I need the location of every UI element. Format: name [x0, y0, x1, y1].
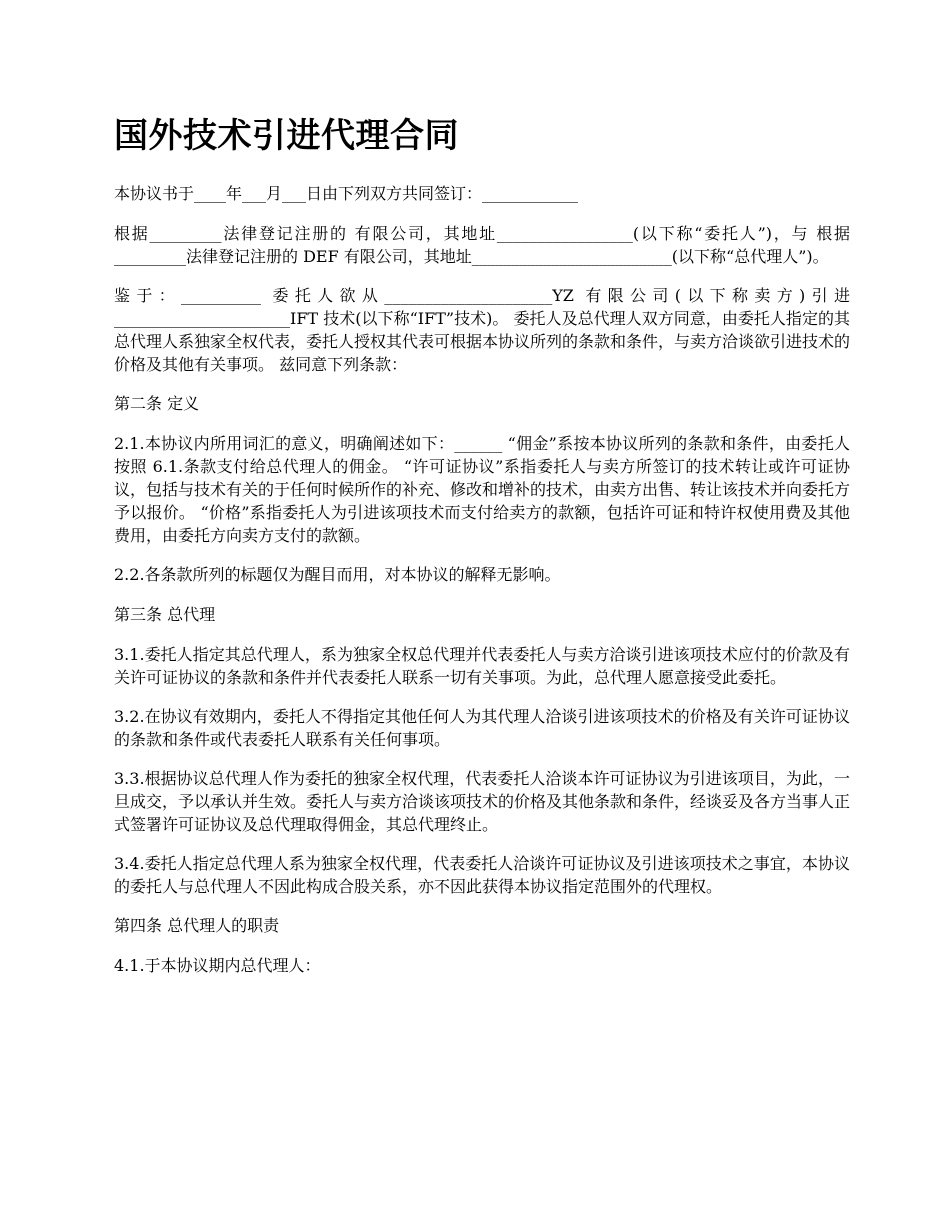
- agreement-date-paragraph: 本协议书于____年___月___日由下列双方共同签订：____________: [114, 184, 579, 203]
- clause-3-1: 3.1.委托人指定其总代理人，系为独家全权总代理并代表委托人与卖方洽谈引进该项技术应付的价款及有关许可证协议的条款和条件并代表委托人联系一切有关事项。为此，总代理人愿意接受此委托。: [114, 645, 850, 687]
- clause-3-4: 3.4.委托人指定总代理人系为独家全权代理，代表委托人洽谈许可证协议及引进该项技术之事宜，本协议的委托人与总代理人不因此构成合股关系，亦不因此获得本协议指定范围外的代理权。: [114, 854, 850, 896]
- clause-2-1: 2.1.本协议内所用词汇的意义，明确阐述如下：______ “佣金”系按本协议所列的条款和条件，由委托人按照 6.1.条款支付给总代理人的佣金。 “许可证协议”系指委托人与卖方所签订的技术转让或许可证协议，包括与技术有关的于任何时候所作的补充、修改和增补的技术，由卖方出售、转让该技术并向委托方予以报价。 “价格”系指委托人为引进该项技术而支付给卖方的款额，包括许可证和特许权使用费及其他费用，由委托方向卖方支付的款额。: [114, 434, 851, 545]
- section-heading-general-agent: 第三条 总代理: [114, 605, 216, 624]
- section-heading-definitions: 第二条 定义: [114, 394, 200, 413]
- section-heading-agent-duties: 第四条 总代理人的职责: [114, 916, 280, 935]
- clause-3-2: 3.2.在协议有效期内，委托人不得指定其他任何人为其代理人洽谈引进该项技术的价格及有关许可证协议的条款和条件或代表委托人联系有关任何事项。: [114, 707, 850, 749]
- parties-paragraph: 根据_________法律登记注册的 有限公司，其地址_________________(以下称“委托人”)，与 根据_________法律登记注册的 DEF 有限公司，其地址_________________________(以下称“总代理人”)。: [114, 224, 850, 266]
- clause-2-2: 2.2.各条款所列的标题仅为醒目而用，对本协议的解释无影响。: [114, 565, 561, 584]
- document-title: 国外技术引进代理合同: [114, 116, 459, 156]
- clause-3-3: 3.3.根据协议总代理人作为委托的独家全权代理，代表委托人洽谈本许可证协议为引进该项目，为此，一旦成交，予以承认并生效。委托人与卖方洽谈该项技术的价格及其他条款和条件，经谈妥及各方当事人正式签署许可证协议及总代理取得佣金，其总代理终止。: [114, 769, 851, 834]
- clause-4-1: 4.1.于本协议期内总代理人：: [114, 956, 321, 975]
- recital-paragraph: 鉴于：__________ 委托人欲从_____________________YZ 有限公司(以下称卖方)引进______________________IFT 技术(以下称“IFT”技术)。 委托人及总代理人双方同意，由委托人指定的其总代理人系独家全权代表，委托人授权其代表可根据本协议所列的条款和条件，与卖方洽谈欲引进技术的价格及其他有关事项。 兹同意下列条款：: [114, 286, 851, 374]
- document-page: [114, 112, 850, 994]
